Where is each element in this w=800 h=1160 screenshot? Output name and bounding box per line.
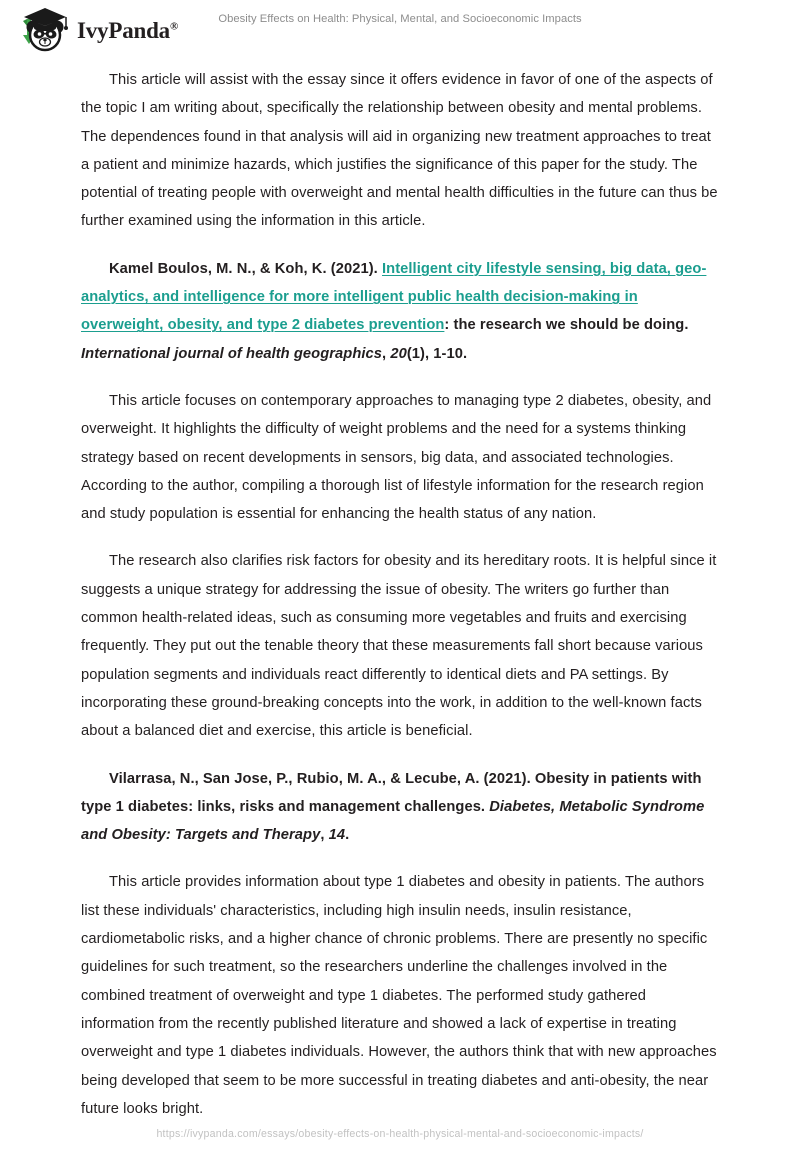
paragraph-1: This article will assist with the essay since it offers evidence in favor of one of the aspects of the topic I am writing about, specifically the relationship between obesity and mental problems. The dependences found in that analysis will aid in organizing new treatment approaches to treat a patient and minimize hazards, which justifies the significance of this paper for the study. The potential of treating people with overweight and mental health difficulties in the future can thus be further examined using the information in this article.	[81, 72, 718, 230]
citation-1-volume: 20	[390, 345, 407, 362]
citation-2-pages: .	[345, 827, 350, 844]
document-content	[81, 66, 719, 1142]
brand-name: IvyPanda®	[77, 17, 179, 43]
citation-1-pages: (1), 1-10.	[406, 345, 468, 362]
document-running-title: Obesity Effects on Health: Physical, Mental, and Socioeconomic Impacts	[218, 13, 582, 25]
citation-2-volume: 14	[328, 827, 346, 844]
page-header	[0, 0, 800, 62]
paragraph-2: This article focuses on contemporary approaches to managing type 2 diabetes, obesity, and overweight. It highlights the difficulty of weight problems and the need for a systems thinking strategy based on recent developments in sensors, big data, and associated technologies. According to the author, compiling a thorough list of lifestyle information for the research region and study population is essential for enhancing the health status of any nation.	[81, 392, 712, 523]
citation-2-separator: ,	[320, 827, 329, 844]
citation-1-journal: International journal of health geographics	[81, 345, 383, 362]
paragraph-4: This article provides information about type 1 diabetes and obesity in patients. The authors list these individuals' characteristics, including high insulin needs, insulin resistance, cardiometabolic risks, and a higher chance of chronic problems. There are presently no specific guidelines for such treatment, so the researchers underline the challenges involved in the combined treatment of overweight and type 1 diabetes. The performed study gathered information from the recently published literature and showed a lack of expertise in treating overweight and type 1 diabetes individuals. However, the authors think that with new approaches being developed that seem to be more successful in treating diabetes and anti-obesity, the near future looks bright.	[81, 874, 717, 1117]
citation-1-after-link: : the research we should be doing.	[444, 317, 689, 334]
paragraph-3: The research also clarifies risk factors for obesity and its hereditary roots. It is helpful since it suggests a unique strategy for addressing the issue of obesity. The writers go further than common health-related ideas, such as consuming more vegetables and fruits and exercising frequently. They put out the tenable theory that these measurements fall short because various population segments and individuals react differently to identical diets and PA settings. By incorporating these ground-breaking concepts into the work, in addition to the well-known facts about a balanced diet and exercise, this article is beneficial.	[81, 553, 717, 740]
citation-1-article-link[interactable]: Intelligent city lifestyle sensing, big data, geo-analytics, and intelligence for more intelligent public health decision-making in overweight, obesity, and type 2 diabetes prevention	[81, 260, 707, 334]
citation-1-separator: ,	[382, 345, 391, 362]
citation-reference-1	[81, 255, 719, 368]
page-footer	[0, 1124, 800, 1142]
citation-2-journal: Diabetes, Metabolic Syndrome and Obesity: Targets and Therapy	[81, 798, 705, 844]
citation-reference-2	[81, 765, 719, 850]
citation-1-authors-year: Kamel Boulos, M. N., & Koh, K. (2021).	[109, 260, 382, 277]
citation-2-authors-title: Vilarrasa, N., San Jose, P., Rubio, M. A., & Lecube, A. (2021). Obesity in patients with type 1 diabetes: links, risks and management challenges.	[81, 770, 702, 815]
footer-source-url[interactable]: https://ivypanda.com/essays/obesity-effects-on-health-physical-mental-and-socioeconomic-impacts/	[156, 1128, 644, 1140]
registered-trademark-mark: ®	[169, 19, 179, 32]
